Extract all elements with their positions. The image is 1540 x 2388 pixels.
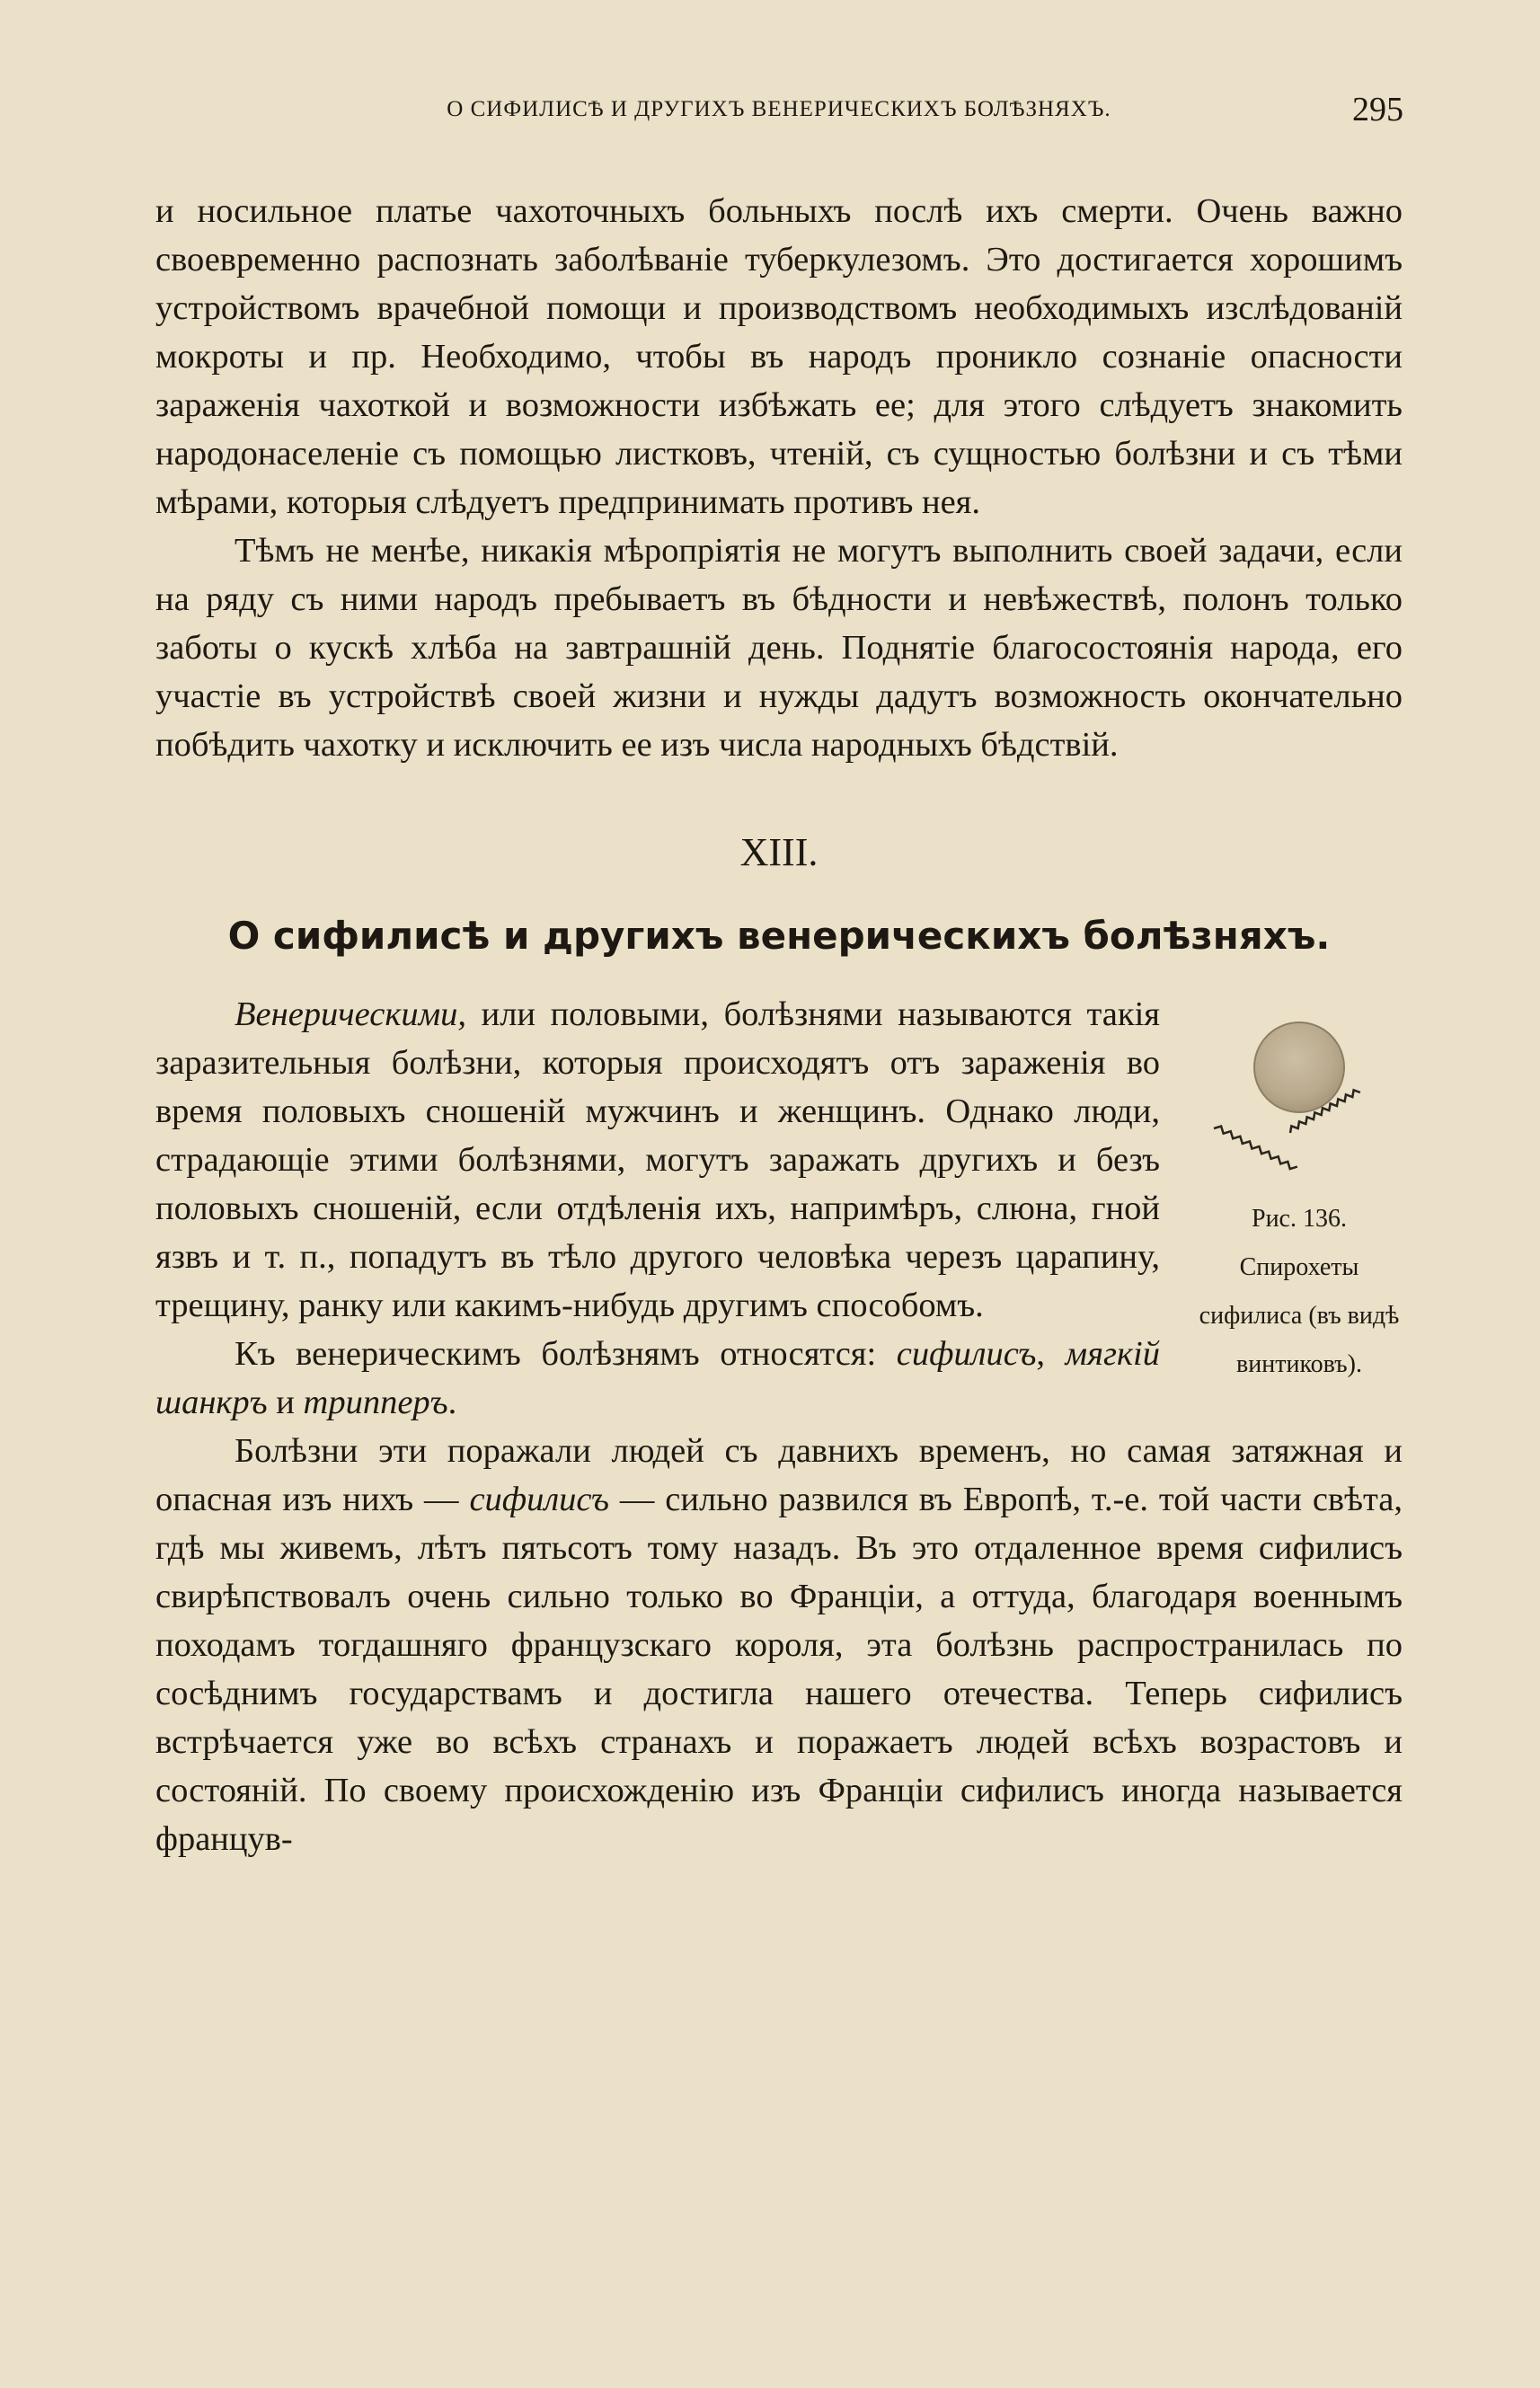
separator: ,	[1036, 1335, 1066, 1373]
chapter-title: О сифилисѣ и другихъ венерическихъ болѣзняхъ.	[227, 914, 1331, 958]
paragraph-text: — сильно развился въ Европѣ, т.-е. той части свѣта, гдѣ мы живемъ, лѣтъ пятьсотъ тому назадъ. Въ это отдаленное время сифилисъ свирѣпствовалъ очень сильно только во Франціи, а оттуда, благодаря военнымъ походамъ тогдашняго французскаго короля, эта болѣзнь распространилась по сосѣднимъ государствамъ и достигла нашего отечества. Теперь сифилисъ встрѣчается уже во всѣхъ странахъ и поражаетъ людей всѣхъ возрастовъ и состояній. По своему происхожденію изъ Франціи сифилисъ иногда называется францув-	[155, 1481, 1403, 1858]
paragraph-text: Болѣзни эти поражали людей съ давнихъ временъ, но самая затяжная и опасная изъ нихъ —	[155, 1432, 1403, 1518]
term-italic: сифилисъ	[469, 1481, 609, 1518]
blood-cell-shape	[1254, 1022, 1344, 1112]
paragraph-text: или половыми, болѣзнями называются такія заразительныя болѣзни, которыя происходятъ отъ зараженія во время половыхъ сношеній мужчинъ и женщинъ. Однако люди, страдающіе этими болѣзнями, могутъ заражать другихъ и безъ половыхъ сношеній, если отдѣленія ихъ, напримѣръ, слюна, гной язвъ и т. п., попадутъ въ тѣло другого человѣка черезъ царапину, трещину, ранку или какимъ-нибудь другимъ способомъ.	[155, 995, 1160, 1324]
running-head: О СИФИЛИСѢ И ДРУГИХЪ ВЕНЕРИЧЕСКИХЪ БОЛѢЗНЯХЪ.	[447, 97, 1111, 121]
term-italic: сифилисъ	[896, 1335, 1037, 1373]
spirochete-illustration	[1205, 1003, 1394, 1191]
page-number: 295	[1352, 91, 1403, 128]
term-italic: Венерическими,	[235, 995, 467, 1033]
figure-caption: Рис. 136. Спирохеты сифилиса (въ видѣ винтиковъ).	[1199, 1205, 1400, 1378]
page-body	[155, 187, 1403, 1863]
paragraph	[155, 1427, 1403, 1863]
spirochete-left	[1214, 1124, 1297, 1172]
paragraph: Тѣмъ не менѣе, никакія мѣропріятія не могутъ выполнить своей задачи, если на ряду съ ними народъ пребываетъ въ бѣдности и невѣжествѣ, полонъ только заботы о кускѣ хлѣба на завтрашній день. Поднятіе благосостоянія народа, его участіе въ устройствѣ своей жизни и нужды дадутъ возможность окончательно побѣдить чахотку и исключить ее изъ числа народныхъ бѣдствій.	[155, 532, 1403, 764]
paragraph-text: Къ венерическимъ болѣзнямъ относятся:	[235, 1335, 897, 1373]
term-italic: мягкій шанкръ	[155, 1335, 1160, 1421]
separator: .	[447, 1384, 457, 1421]
figure-spirochetes	[1196, 1003, 1403, 1385]
term-italic: трипперъ	[303, 1384, 448, 1421]
chapter-number: XIII.	[739, 830, 819, 874]
separator: и	[267, 1384, 304, 1421]
paragraph: и носильное платье чахоточныхъ больныхъ послѣ ихъ смерти. Очень важно своевременно распознать заболѣваніе туберкулезомъ. Это достигается хорошимъ устройствомъ врачебной помощи и производствомъ необходимыхъ изслѣдованій мокроты и пр. Необходимо, чтобы въ народъ проникло сознаніе опасности зараженія чахоткой и возможности избѣжать ее; для этого слѣдуетъ знакомить народонаселеніе съ помощью листковъ, чтеній, съ сущностью болѣзни и съ тѣми мѣрами, которыя слѣдуетъ предпринимать противъ нея.	[155, 192, 1403, 521]
